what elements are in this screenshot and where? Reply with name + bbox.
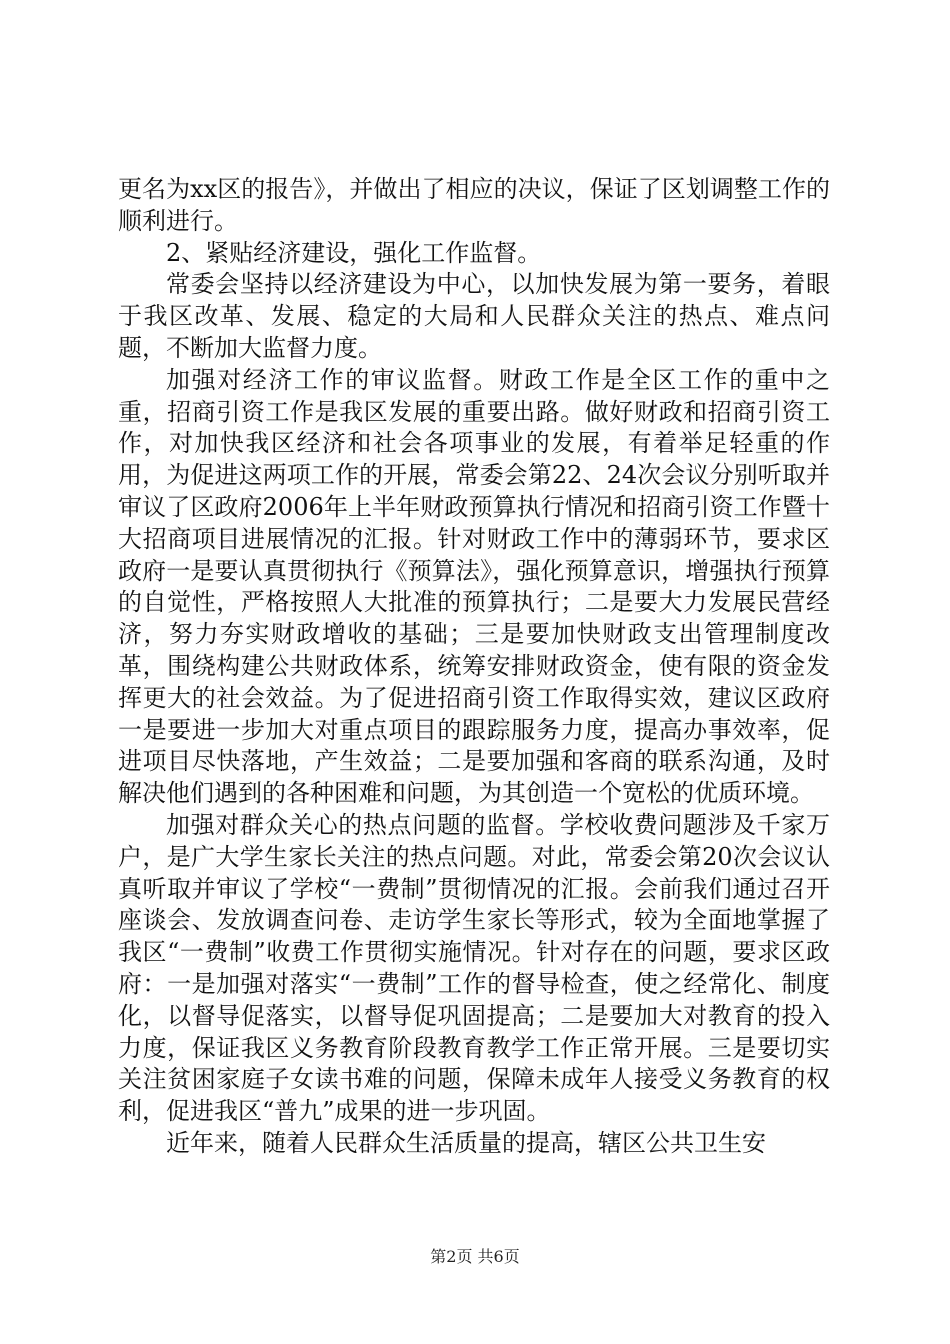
document-body (118, 174, 830, 1160)
page-number-footer: 第2页 共6页 (430, 1247, 520, 1266)
paragraph-3: 常委会坚持以经济建设为中心，以加快发展为第一要务，着眼于我区改革、发展、稳定的大局和人民群众关注的热点、难点问题，不断加大监督力度。 (118, 270, 830, 362)
paragraph-2-heading: 2、紧贴经济建设，强化工作监督。 (166, 238, 542, 267)
paragraph-1: 更名为xx区的报告》，并做出了相应的决议，保证了区划调整工作的顺利进行。 (118, 175, 830, 235)
paragraph-6: 近年来，随着人民群众生活质量的提高，辖区公共卫生安 (166, 1128, 766, 1157)
paragraph-5: 加强对群众关心的热点问题的监督。学校收费问题涉及千家万户，是广大学生家长关注的热点问题。对此，常委会第20次会议认真听取并审议了学校“一费制”贯彻情况的汇报。会前我们通过召开座谈会、发放调查问卷、走访学生家长等形式，较为全面地掌握了我区“一费制”收费工作贯彻实施情况。针对存在的问题，要求区政府：一是加强对落实“一费制”工作的督导检查，使之经常化、制度化，以督导促落实，以督导促巩固提高；二是要加大对教育的投入力度，保证我区义务教育阶段教育教学工作正常开展。三是要切实关注贫困家庭子女读书难的问题，保障未成年人接受义务教育的权利，促进我区“普九”成果的进一步巩固。 (118, 810, 830, 1126)
paragraph-4: 加强对经济工作的审议监督。财政工作是全区工作的重中之重，招商引资工作是我区发展的重要出路。做好财政和招商引资工作，对加快我区经济和社会各项事业的发展，有着举足轻重的作用，为促进这两项工作的开展，常委会第22、24次会议分别听取并审议了区政府2006年上半年财政预算执行情况和招商引资工作暨十大招商项目进展情况的汇报。针对财政工作中的薄弱环节，要求区政府一是要认真贯彻执行《预算法》，强化预算意识，增强执行预算的自觉性，严格按照人大批准的预算执行；二是要大力发展民营经济，努力夯实财政增收的基础；三是要加快财政支出管理制度改革，围绕构建公共财政体系，统筹安排财政资金，使有限的资金发挥更大的社会效益。为了促进招商引资工作取得实效，建议区政府一是要进一步加大对重点项目的跟踪服务力度，提高办事效率，促进项目尽快落地，产生效益；二是要加强和客商的联系沟通，及时解决他们遇到的各种困难和问题，为其创造一个宽松的优质环境。 (118, 365, 830, 808)
